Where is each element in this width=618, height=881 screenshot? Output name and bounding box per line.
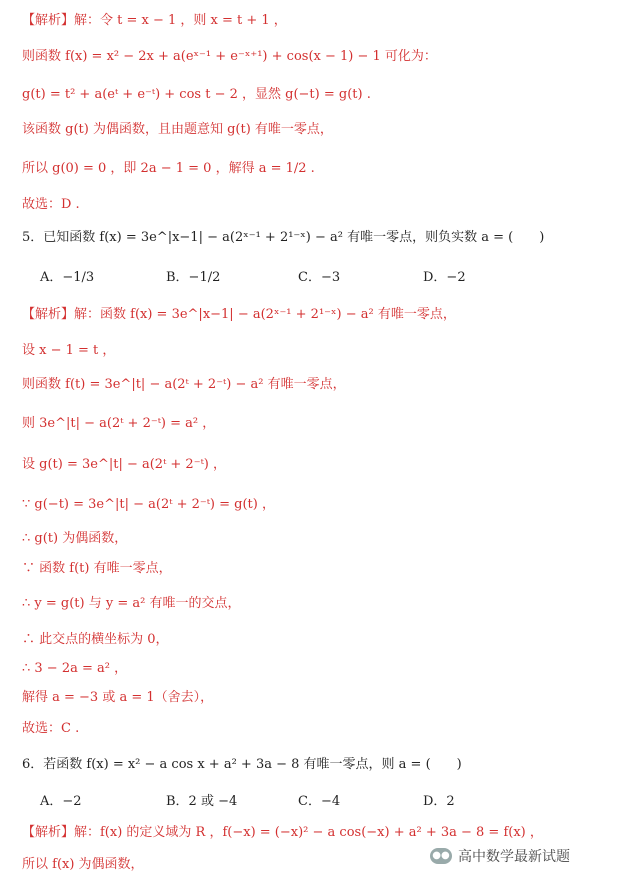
solution-line: ∴ 此交点的横坐标为 0， bbox=[22, 632, 169, 647]
solution-line: g(t) = t² + a(eᵗ + e⁻ᵗ) + cos t − 2 ，显然 g(−t) = g(t) . bbox=[22, 87, 371, 102]
solution-line: ∴ g(t) 为偶函数， bbox=[22, 531, 128, 546]
solution-line: 则 3e^|t| − a(2ᵗ + 2⁻ᵗ) = a² ， bbox=[22, 416, 216, 431]
solution-line: ∵ g(−t) = 3e^|t| − a(2ᵗ + 2⁻ᵗ) = g(t) ， bbox=[22, 497, 275, 512]
q6-option-b: B．2 或 −4 bbox=[166, 794, 238, 809]
solution-line: 设 x − 1 = t ， bbox=[22, 343, 116, 358]
solution-line: 【解析】解：令 t = x − 1 ，则 x = t + 1 ， bbox=[22, 13, 287, 28]
wechat-icon: ●● bbox=[430, 848, 452, 864]
question-5-stem: 5．已知函数 f(x) = 3e^|x−1| − a(2ˣ⁻¹ + 2¹⁻ˣ) − a² 有唯一零点，则负实数 a = ( ) bbox=[22, 230, 545, 245]
solution-line: 所以 g(0) = 0 ，即 2a − 1 = 0 ，解得 a = 1/2 . bbox=[22, 161, 315, 176]
q6-option-c: C．−4 bbox=[298, 794, 341, 809]
solution-line: 设 g(t) = 3e^|t| − a(2ᵗ + 2⁻ᵗ) ， bbox=[22, 457, 226, 472]
solution-line: ∴ 3 − 2a = a² ， bbox=[22, 661, 128, 676]
question-6-stem: 6．若函数 f(x) = x² − a cos x + a² + 3a − 8 有唯一零点，则 a = ( ) bbox=[22, 757, 462, 772]
q6-option-d: D．2 bbox=[423, 794, 455, 809]
solution-line: 解得 a = −3 或 a = 1（舍去）， bbox=[22, 690, 214, 705]
solution-line: 【解析】解：函数 f(x) = 3e^|x−1| − a(2ˣ⁻¹ + 2¹⁻ˣ) − a² 有唯一零点， bbox=[22, 307, 456, 322]
solution-line: 所以 f(x) 为偶函数， bbox=[22, 857, 144, 872]
solution-line: 则函数 f(t) = 3e^|t| − a(2ᵗ + 2⁻ᵗ) − a² 有唯一零点， bbox=[22, 377, 346, 392]
answer-line: 故选：C . bbox=[22, 721, 80, 736]
solution-line: 【解析】解：f(x) 的定义域为 R ，f(−x) = (−x)² − a cos(−x) + a² + 3a − 8 = f(x) ， bbox=[22, 825, 543, 840]
solution-line: 该函数 g(t) 为偶函数，且由题意知 g(t) 有唯一零点， bbox=[22, 122, 333, 137]
solution-line: ∴ y = g(t) 与 y = a² 有唯一的交点， bbox=[22, 596, 241, 611]
solution-line: 则函数 f(x) = x² − 2x + a(eˣ⁻¹ + e⁻ˣ⁺¹) + cos(x − 1) − 1 可化为： bbox=[22, 49, 437, 64]
answer-line: 故选：D . bbox=[22, 197, 80, 212]
q5-option-d: D．−2 bbox=[423, 270, 466, 285]
q5-option-c: C．−3 bbox=[298, 270, 341, 285]
solution-line: ∵ 函数 f(t) 有唯一零点， bbox=[22, 561, 172, 576]
watermark-text: 高中数学最新试题 bbox=[458, 849, 570, 865]
q5-option-b: B．−1/2 bbox=[166, 270, 221, 285]
q5-option-a: A．−1/3 bbox=[40, 270, 95, 285]
q6-option-a: A．−2 bbox=[40, 794, 82, 809]
watermark bbox=[430, 846, 570, 866]
